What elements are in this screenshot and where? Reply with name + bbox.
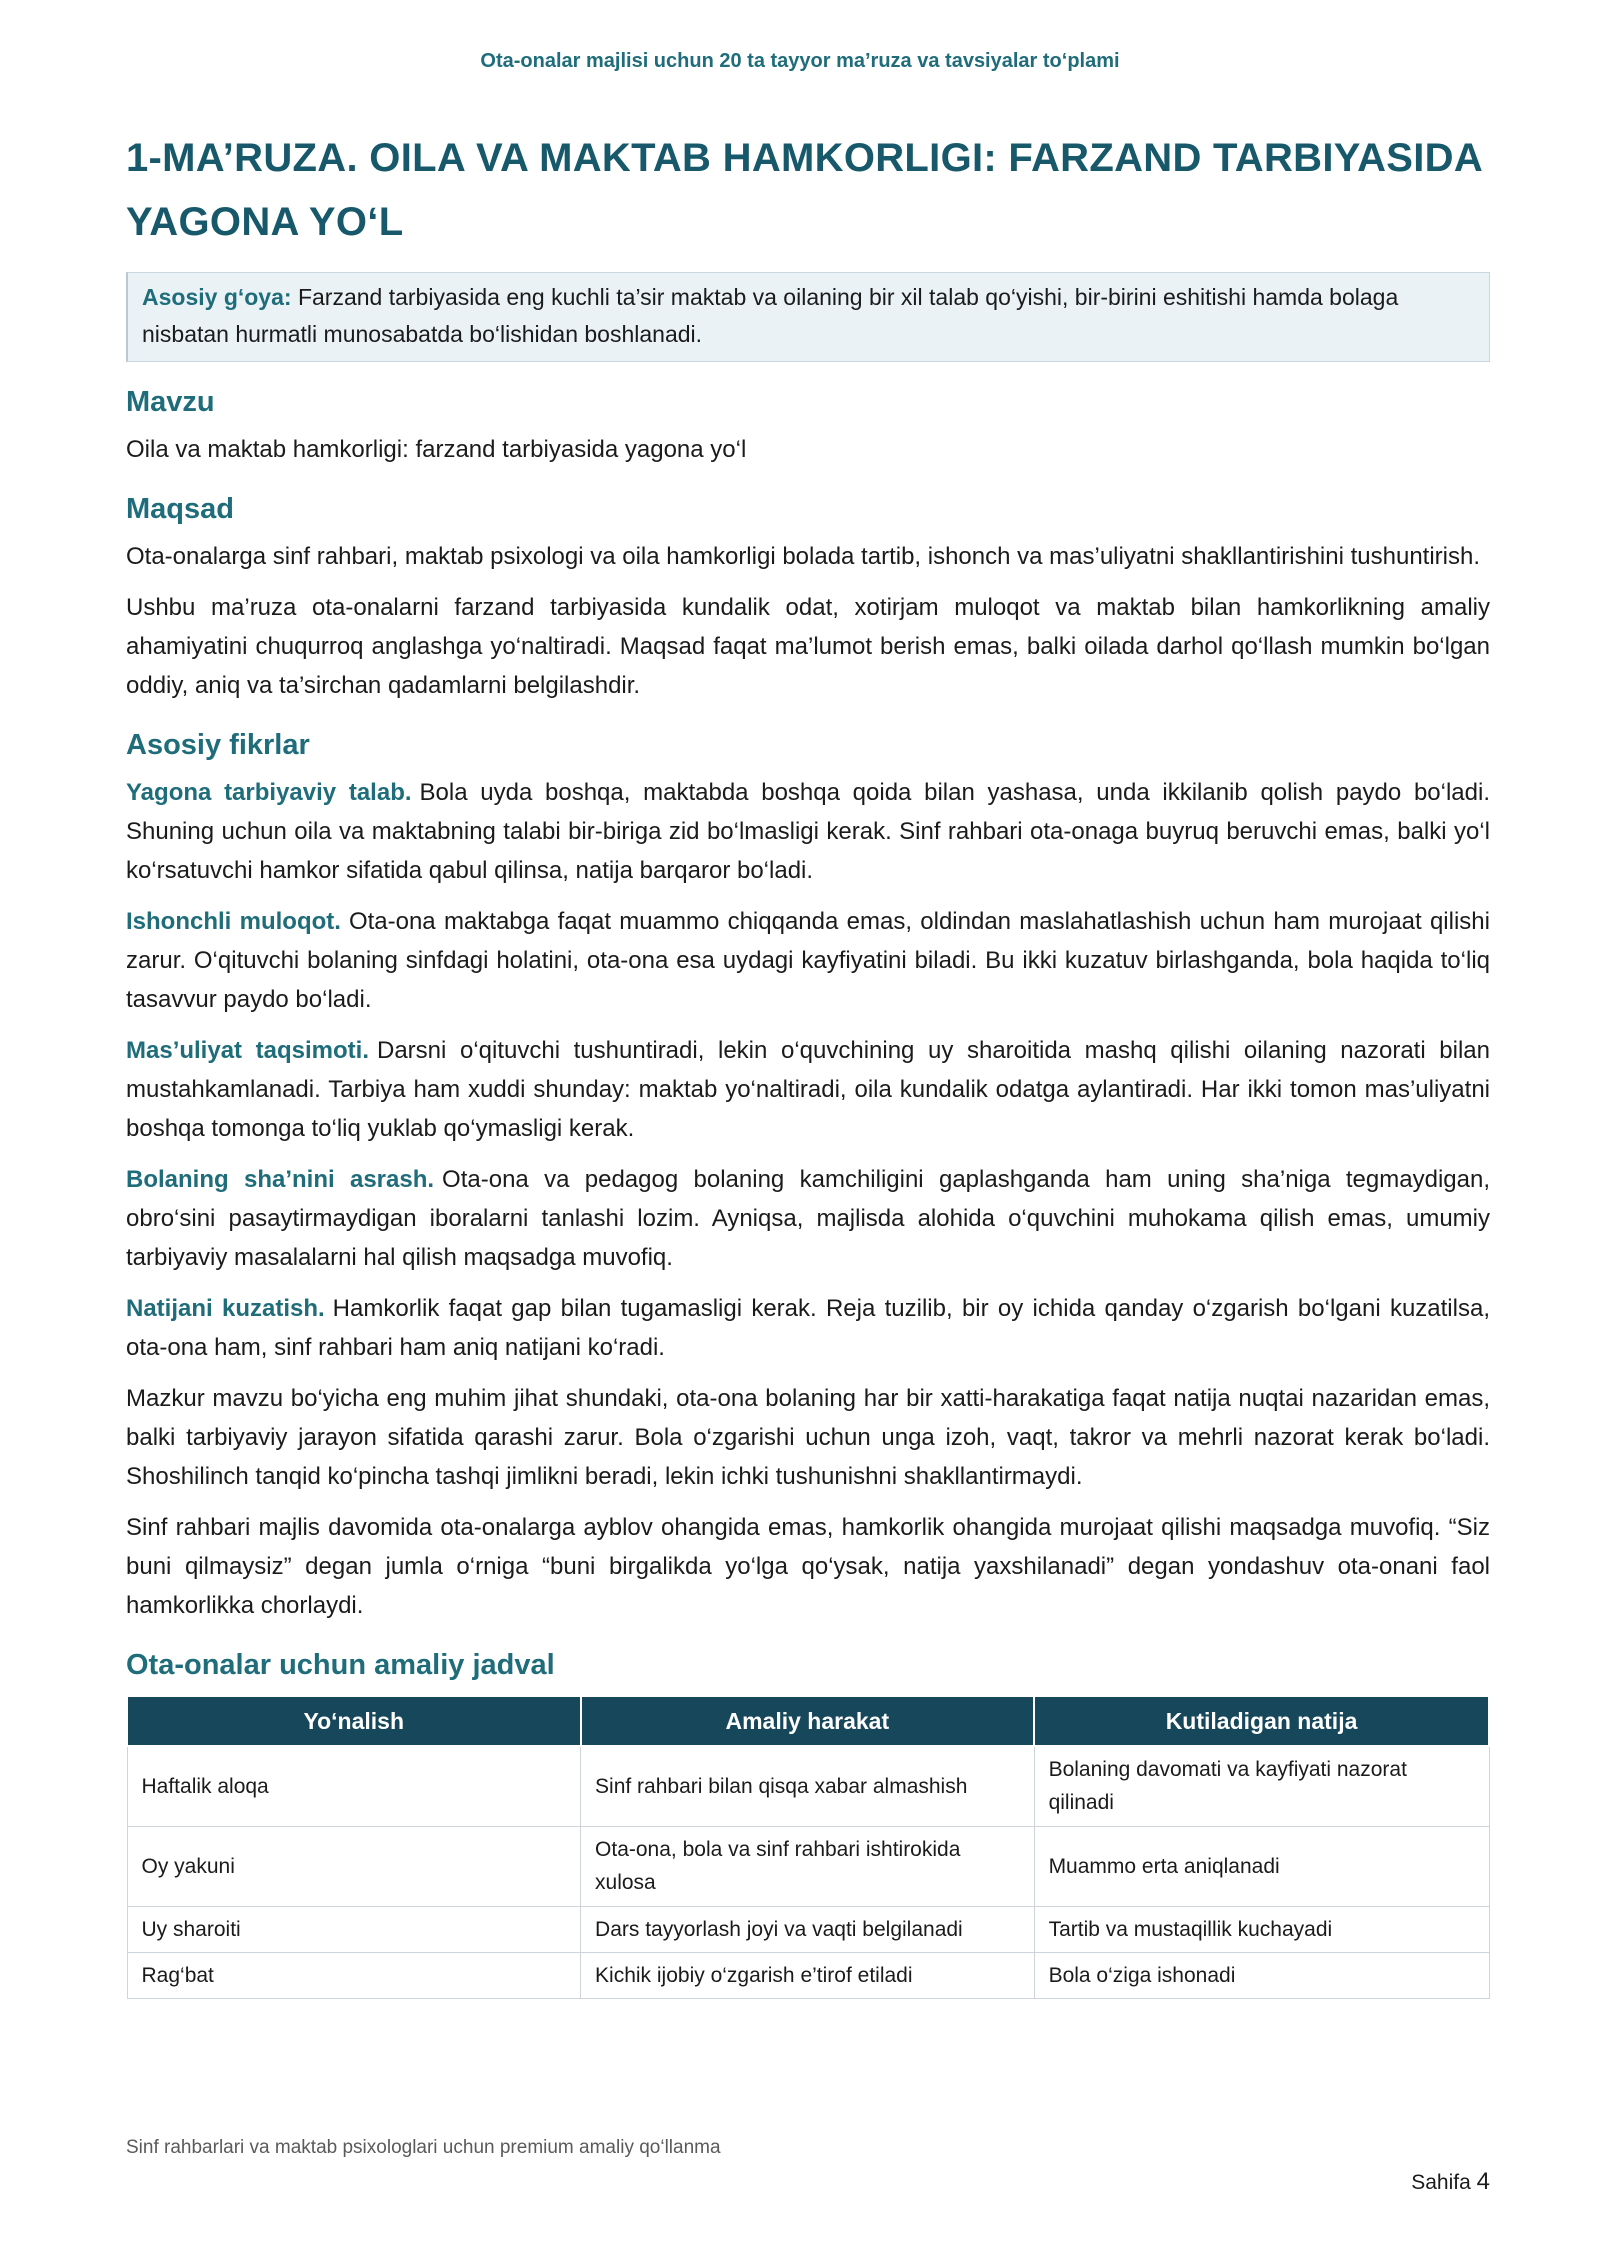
table-cell: Ota-ona, bola va sinf rahbari ishtirokida xulosa xyxy=(581,1826,1035,1906)
table-row xyxy=(127,1826,1489,1906)
table-cell: Muammo erta aniqlanadi xyxy=(1034,1826,1489,1906)
key-point-paragraph xyxy=(126,1031,1490,1148)
section-heading-asosiy-fikrlar: Asosiy fikrlar xyxy=(126,729,310,761)
page-number xyxy=(1411,2168,1490,2196)
maqsad-paragraph: Ushbu ma’ruza ota-onalarni farzand tarbiyasida kundalik odat, xotirjam muloqot va maktab bilan hamkorlikning amaliy ahamiyatini chuqurroq anglashga yo‘naltiradi. Maqsad faqat ma’lumot berish emas, balki oilada darhol qo‘llash mumkin bo‘lgan oddiy, aniq va ta’sirchan qadamlarni belgilashdir. xyxy=(126,594,1490,699)
table-cell: Oy yakuni xyxy=(127,1826,581,1906)
column-header: Kutiladigan natija xyxy=(1034,1696,1489,1746)
key-point-text: Bola uyda boshqa, maktabda boshqa qoida bilan yashasa, unda ikkilanib qolish paydo bo‘ladi. Shuning uchun oila va maktabning talabi bir-biriga zid bo‘lmasligi kerak. Sinf rahbari ota-onaga buyruq beruvchi emas, balki yo‘l ko‘rsatuvchi hamkor sifatida qabul qilinsa, natija barqaror bo‘ladi. xyxy=(126,779,1490,884)
callout-text: Farzand tarbiyasida eng kuchli ta’sir maktab va oilaning bir xil talab qo‘yishi, bir-birini eshitishi hamda bolaga nisbatan hurmatli munosabatda bo‘lishidan boshlanadi. xyxy=(142,284,1399,347)
key-point-term: Mas’uliyat taqsimoti. xyxy=(126,1037,369,1064)
mavzu-text: Oila va maktab hamkorligi: farzand tarbiyasida yagona yo‘l xyxy=(126,436,747,463)
practical-table xyxy=(126,1695,1490,1999)
key-point-term: Natijani kuzatish. xyxy=(126,1295,325,1322)
table-header-row xyxy=(127,1696,1489,1746)
key-point-text: Ota-ona maktabga faqat muammo chiqqanda emas, oldindan maslahatlashish uchun ham murojaat qilishi zarur. O‘qituvchi bolaning sinfdagi holatini, ota-ona esa uydagi kayfiyatini biladi. Bu ikki kuzatuv birlashganda, bola haqida to‘liq tasavvur paydo bo‘ladi. xyxy=(126,908,1490,1013)
footer-note: Sinf rahbarlari va maktab psixologlari uchun premium amaliy qo‘llanma xyxy=(126,2137,721,2158)
page-number-value: 4 xyxy=(1476,2168,1490,2195)
column-header: Yo‘nalish xyxy=(127,1696,581,1746)
key-point-paragraph xyxy=(126,1289,1490,1367)
column-header: Amaliy harakat xyxy=(581,1696,1035,1746)
table-row xyxy=(127,1906,1489,1952)
key-point-paragraph xyxy=(126,1160,1490,1277)
table-cell: Sinf rahbari bilan qisqa xabar almashish xyxy=(581,1746,1035,1826)
table-cell: Kichik ijobiy o‘zgarish e’tirof etiladi xyxy=(581,1952,1035,1998)
table-cell: Dars tayyorlash joyi va vaqti belgilanadi xyxy=(581,1906,1035,1952)
table-cell: Bolaning davomati va kayfiyati nazorat qilinadi xyxy=(1034,1746,1489,1826)
table-cell: Haftalik aloqa xyxy=(127,1746,581,1826)
table-cell: Tartib va mustaqillik kuchayadi xyxy=(1034,1906,1489,1952)
page-content xyxy=(126,126,1490,1999)
key-point-term: Bolaning sha’nini asrash. xyxy=(126,1166,435,1193)
table-cell: Rag‘bat xyxy=(127,1952,581,1998)
key-point-term: Yagona tarbiyaviy talab. xyxy=(126,779,412,806)
maqsad-paragraph: Ota-onalarga sinf rahbari, maktab psixologi va oila hamkorligi bolada tartib, ishonch va mas’uliyatni shakllantirishini tushuntirish. xyxy=(126,543,1481,570)
table-cell: Uy sharoiti xyxy=(127,1906,581,1952)
page-label: Sahifa xyxy=(1411,2171,1471,2194)
section-heading-maqsad: Maqsad xyxy=(126,493,234,525)
table-cell: Bola o‘ziga ishonadi xyxy=(1034,1952,1489,1998)
section-heading-mavzu: Mavzu xyxy=(126,386,215,418)
running-header: Ota-onalar majlisi uchun 20 ta tayyor ma’ruza va tavsiyalar to‘plami xyxy=(480,50,1120,72)
page-title: 1-MA’RUZA. OILA VA MAKTAB HAMKORLIGI: FARZAND TARBIYASIDA YAGONA YO‘L xyxy=(126,136,1482,244)
key-point-text: Hamkorlik faqat gap bilan tugamasligi kerak. Reja tuzilib, bir oy ichida qanday o‘zgarish bo‘lgani kuzatilsa, ota-ona ham, sinf rahbari ham aniq natijani ko‘radi. xyxy=(126,1295,1490,1361)
callout-label: Asosiy g‘oya: xyxy=(142,284,292,310)
table-row xyxy=(127,1952,1489,1998)
closing-paragraph: Mazkur mavzu bo‘yicha eng muhim jihat shundaki, ota-ona bolaning har bir xatti-harakatiga faqat natija nuqtai nazaridan emas, balki tarbiyaviy jarayon sifatida qarashi zarur. Bola o‘zgarishi uchun unga izoh, vaqt, takror va mehrli nazorat kerak bo‘ladi. Shoshilinch tanqid ko‘pincha tashqi jimlikni beradi, lekin ichki tushunishni shakllantirmaydi. xyxy=(126,1385,1490,1490)
key-point-term: Ishonchli muloqot. xyxy=(126,908,341,935)
key-point-paragraph xyxy=(126,902,1490,1019)
key-point-paragraph xyxy=(126,773,1490,890)
key-point-text: Ota-ona va pedagog bolaning kamchiligini gaplashganda ham uning sha’niga tegmaydigan, obro‘sini pasaytirmaydigan iboralarni tanlashi lozim. Ayniqsa, majlisda alohida o‘quvchini muhokama qilish emas, umumiy tarbiyaviy masalalarni hal qilish maqsadga muvofiq. xyxy=(126,1166,1490,1271)
key-point-text: Darsni o‘qituvchi tushuntiradi, lekin o‘quvchining uy sharoitida mashq qilishi oilaning nazorati bilan mustahkamlanadi. Tarbiya ham xuddi shunday: maktab yo‘naltiradi, oila kundalik odatga aylantiradi. Har ikki tomon mas’uliyatni boshqa tomonga to‘liq yuklab qo‘ymasligi kerak. xyxy=(126,1037,1490,1142)
table-row xyxy=(127,1746,1489,1826)
closing-paragraph: Sinf rahbari majlis davomida ota-onalarga ayblov ohangida emas, hamkorlik ohangida murojaat qilishi maqsadga muvofiq. “Siz buni qilmaysiz” degan jumla o‘rniga “buni birgalikda yo‘lga qo‘ysak, natija yaxshilanadi” degan yondashuv ota-onani faol hamkorlikka chorlaydi. xyxy=(126,1514,1490,1619)
key-idea-callout xyxy=(126,272,1490,362)
section-heading-jadval: Ota-onalar uchun amaliy jadval xyxy=(126,1649,555,1681)
